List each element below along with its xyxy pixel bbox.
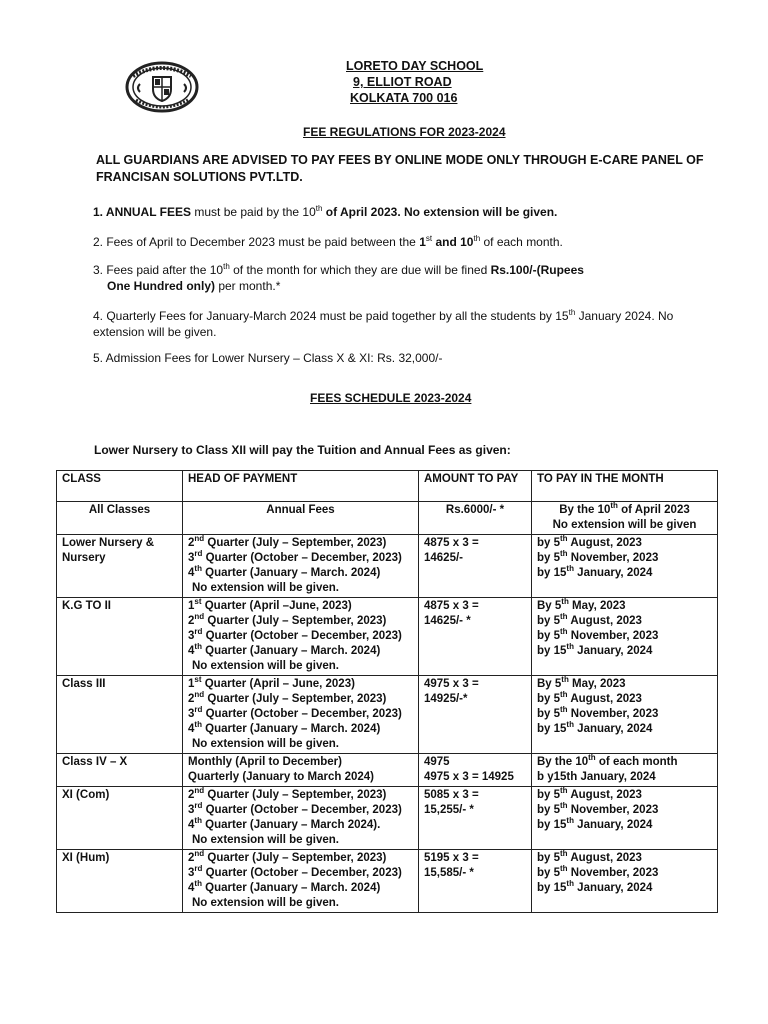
class-cell: XI (Hum) <box>57 850 183 913</box>
class-cell: Class IV – X <box>57 754 183 787</box>
table-row <box>57 502 718 535</box>
schedule-intro: Lower Nursery to Class XII will pay the Tuition and Annual Fees as given: <box>94 443 511 457</box>
head-cell: 2nd Quarter (July – September, 2023) 3rd Quarter (October – December, 2023) 4th Quarter (January – March 2024). No extension will be given. <box>183 787 419 850</box>
amount-cell: 4875 x 3 = 14625/- * <box>419 598 532 676</box>
header-amount: AMOUNT TO PAY <box>419 471 532 502</box>
head-cell: 2nd Quarter (July – September, 2023) 3rd Quarter (October – December, 2023) 4th Quarter (January – March. 2024) No extension will be given. <box>183 850 419 913</box>
school-name: LORETO DAY SCHOOL <box>346 59 484 73</box>
class-cell: K.G TO II <box>57 598 183 676</box>
month-cell: By the 10th of each month b y15th January, 2024 <box>532 754 718 787</box>
month-cell: by 5th August, 2023 by 5th November, 2023 by 15th January, 2024 <box>532 535 718 598</box>
month-cell: by 5th August, 2023 by 5th November, 2023 by 15th January, 2024 <box>532 787 718 850</box>
head-cell: Monthly (April to December) Quarterly (January to March 2024) <box>183 754 419 787</box>
school-header <box>300 58 540 106</box>
header-month: TO PAY IN THE MONTH <box>532 471 718 502</box>
table-row <box>57 754 718 787</box>
rule-4: 4. Quarterly Fees for January-March 2024 must be paid together by all the students by 15th January 2024. No extension will be given. <box>93 308 674 339</box>
head-cell: Annual Fees <box>183 502 419 535</box>
class-cell: Class III <box>57 676 183 754</box>
amount-cell: 4975 4975 x 3 = 14925 <box>419 754 532 787</box>
header-class: CLASS <box>57 471 183 502</box>
head-cell: 1st Quarter (April – June, 2023) 2nd Quarter (July – September, 2023) 3rd Quarter (October – December, 2023) 4th Quarter (January – March. 2024) No extension will be given. <box>183 676 419 754</box>
rule-3: 3. Fees paid after the 10th of the month for which they are due will be fined Rs.100/-(Rupees One Hundred only) per month.* <box>93 262 584 293</box>
regulations-title: FEE REGULATIONS FOR 2023-2024 <box>303 125 506 139</box>
month-cell: By 5th May, 2023 by 5th August, 2023 by 5th November, 2023 by 15th January, 2024 <box>532 676 718 754</box>
table-row <box>57 676 718 754</box>
rule-5: 5. Admission Fees for Lower Nursery – Class X & XI: Rs. 32,000/- <box>93 351 443 365</box>
table-row <box>57 535 718 598</box>
amount-cell: Rs.6000/- * <box>419 502 532 535</box>
rule-2: 2. Fees of April to December 2023 must be paid between the 1st and 10th of each month. <box>93 234 563 249</box>
head-cell: 1st Quarter (April –June, 2023) 2nd Quarter (July – September, 2023) 3rd Quarter (October – December, 2023) 4th Quarter (January – March. 2024) No extension will be given. <box>183 598 419 676</box>
school-address-line2: KOLKATA 700 016 <box>350 91 458 105</box>
school-crest-icon <box>124 58 200 116</box>
advisory-text: ALL GUARDIANS ARE ADVISED TO PAY FEES BY ONLINE MODE ONLY THROUGH E-CARE PANEL OF FRANCISAN SOLUTIONS PVT.LTD. <box>96 153 704 184</box>
month-cell: By 5th May, 2023 by 5th August, 2023 by 5th November, 2023 by 15th January, 2024 <box>532 598 718 676</box>
head-cell: 2nd Quarter (July – September, 2023) 3rd Quarter (October – December, 2023) 4th Quarter (January – March. 2024) No extension will be given. <box>183 535 419 598</box>
table-row <box>57 787 718 850</box>
amount-cell: 4975 x 3 = 14925/-* <box>419 676 532 754</box>
table-row <box>57 850 718 913</box>
header-head-of-payment: HEAD OF PAYMENT <box>183 471 419 502</box>
class-cell: Lower Nursery & Nursery <box>57 535 183 598</box>
school-address-line1: 9, ELLIOT ROAD <box>353 75 452 89</box>
table-row <box>57 598 718 676</box>
class-cell: All Classes <box>57 502 183 535</box>
amount-cell: 4875 x 3 = 14625/- <box>419 535 532 598</box>
amount-cell: 5195 x 3 = 15,585/- * <box>419 850 532 913</box>
month-cell: By the 10th of April 2023 No extension will be given <box>532 502 718 535</box>
rule-1: 1. ANNUAL FEES must be paid by the 10th of April 2023. No extension will be given. <box>93 204 558 219</box>
fees-schedule-table <box>56 470 718 913</box>
table-header-row <box>57 471 718 502</box>
month-cell: by 5th August, 2023 by 5th November, 2023 by 15th January, 2024 <box>532 850 718 913</box>
schedule-title: FEES SCHEDULE 2023-2024 <box>310 391 472 405</box>
class-cell: XI (Com) <box>57 787 183 850</box>
amount-cell: 5085 x 3 = 15,255/- * <box>419 787 532 850</box>
